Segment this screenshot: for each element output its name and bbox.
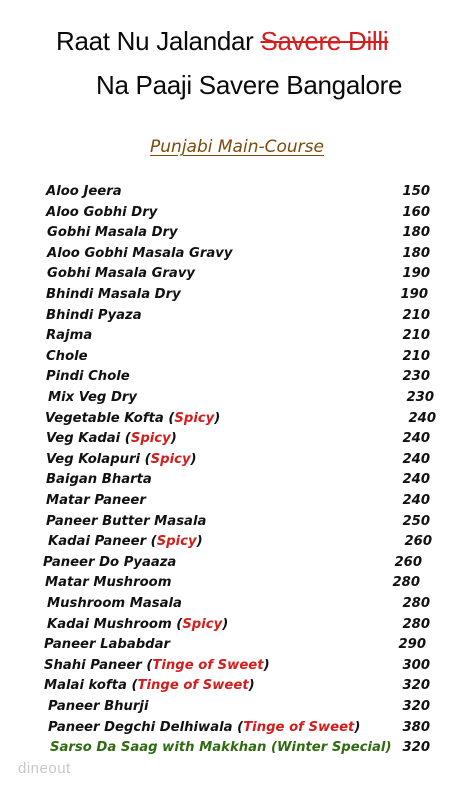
menu-item bbox=[0, 637, 474, 657]
menu-item-price: 280 bbox=[402, 596, 430, 611]
menu-item bbox=[0, 308, 474, 328]
header-line-1-text: Raat Nu Jalandar bbox=[56, 26, 261, 56]
menu-item-label: Shahi Paneer ( bbox=[44, 657, 153, 673]
header-strikethrough-text: Savere Dilli bbox=[260, 26, 389, 56]
menu-item-label: Paneer Butter Masala bbox=[46, 513, 207, 529]
menu-item-price: 210 bbox=[402, 328, 430, 344]
menu-item-price: 230 bbox=[406, 390, 434, 405]
menu-item-price: 320 bbox=[402, 740, 430, 756]
menu-item-name bbox=[46, 205, 157, 220]
menu-item bbox=[0, 678, 474, 698]
menu-item-price: 230 bbox=[402, 369, 430, 385]
menu-item-name bbox=[44, 658, 270, 673]
menu-item-label: Gobhi Masala Dry bbox=[47, 225, 178, 241]
menu-item-label: Bhindi Pyaza bbox=[46, 307, 142, 323]
menu-item-name bbox=[47, 225, 178, 240]
section-title: Punjabi Main-Course bbox=[150, 137, 324, 157]
menu-item-label: Veg Kadai ( bbox=[46, 431, 131, 447]
header-line-1 bbox=[56, 26, 474, 57]
menu-item-name bbox=[50, 740, 391, 755]
menu-item bbox=[0, 369, 474, 389]
menu-item bbox=[0, 452, 474, 472]
menu-item-price: 210 bbox=[402, 348, 430, 364]
menu-item bbox=[0, 740, 474, 760]
menu-item-name bbox=[46, 308, 142, 323]
menu-item-name bbox=[43, 555, 176, 570]
menu-item-price: 250 bbox=[402, 513, 430, 529]
menu-item-note-close: ) bbox=[190, 451, 197, 467]
menu-item-name bbox=[47, 617, 228, 632]
menu-item-note-close: ) bbox=[263, 657, 270, 673]
menu-item-name bbox=[46, 184, 122, 199]
menu-item-note-close: ) bbox=[214, 410, 221, 426]
menu-item-note-close: ) bbox=[385, 740, 392, 756]
menu-item-price: 280 bbox=[392, 575, 420, 591]
menu-item-name bbox=[44, 637, 170, 652]
dineout-watermark: dineout bbox=[18, 760, 71, 777]
menu-item-name bbox=[47, 266, 195, 281]
menu-item bbox=[0, 555, 474, 575]
menu-item-price: 380 bbox=[402, 719, 430, 735]
menu-item-name bbox=[48, 390, 137, 405]
menu-item-label: Paneer Bhurji bbox=[48, 699, 149, 714]
menu-item bbox=[0, 390, 474, 410]
menu-item-price: 320 bbox=[402, 699, 430, 714]
menu-item-price: 240 bbox=[402, 451, 430, 467]
menu-item-note-close: ) bbox=[354, 719, 361, 735]
menu-item-price: 210 bbox=[402, 307, 430, 323]
menu-item-price: 300 bbox=[402, 657, 430, 673]
menu-item bbox=[0, 246, 474, 266]
menu-item-name bbox=[46, 514, 206, 529]
menu-item-name bbox=[48, 534, 203, 549]
menu-item-price: 180 bbox=[402, 225, 430, 241]
menu-item-note: Tinge of Sweet bbox=[152, 657, 264, 673]
menu-item bbox=[0, 617, 474, 637]
menu-item-label: Veg Kolapuri ( bbox=[46, 451, 151, 467]
menu-item bbox=[0, 349, 474, 369]
menu-item-name bbox=[46, 287, 181, 302]
menu-item bbox=[0, 411, 474, 431]
menu-item bbox=[0, 493, 474, 513]
menu-item bbox=[0, 720, 474, 740]
menu-item-note-close: ) bbox=[222, 616, 229, 632]
menu-item-label: Chole bbox=[46, 348, 88, 364]
menu-item-price: 290 bbox=[398, 637, 426, 653]
menu-item bbox=[0, 184, 474, 204]
menu-item-price: 240 bbox=[408, 410, 436, 426]
menu-item-label: Aloo Gobhi Masala Gravy bbox=[47, 245, 233, 261]
menu-item-label: Bhindi Masala Dry bbox=[46, 287, 181, 302]
menu-item-name bbox=[45, 411, 220, 426]
menu-item bbox=[0, 699, 474, 719]
menu-item-label: Matar Mushroom bbox=[45, 575, 172, 591]
menu-item bbox=[0, 514, 474, 534]
menu-item-label: Paneer Degchi Delhiwala ( bbox=[48, 719, 244, 735]
menu-item-name bbox=[48, 699, 148, 714]
menu-item-note: Tinge of Sweet bbox=[243, 719, 355, 735]
menu-item bbox=[0, 225, 474, 245]
menu-item-name bbox=[46, 493, 146, 508]
menu-item-label: Paneer Lababdar bbox=[44, 637, 171, 653]
menu-item-label: Paneer Do Pyaaza bbox=[43, 554, 177, 570]
menu-item-name bbox=[46, 452, 197, 467]
menu-item-label: Aloo Gobhi Dry bbox=[46, 204, 158, 220]
menu-item bbox=[0, 658, 474, 678]
menu-item-name bbox=[46, 328, 92, 343]
menu-item-note: Tinge of Sweet bbox=[137, 678, 249, 694]
menu-item-price: 150 bbox=[402, 184, 430, 199]
menu-item-price: 180 bbox=[402, 245, 430, 261]
menu-item-price: 190 bbox=[402, 266, 430, 282]
menu-item bbox=[0, 431, 474, 451]
menu-item-price: 320 bbox=[402, 678, 430, 694]
menu-item-note-close: ) bbox=[248, 678, 255, 694]
menu-item-price: 260 bbox=[394, 554, 422, 570]
menu-item-price: 240 bbox=[402, 472, 430, 488]
menu-item-label: Baigan Bharta bbox=[46, 472, 152, 488]
menu-item-label: Malai kofta ( bbox=[44, 678, 138, 694]
menu-item-name bbox=[45, 575, 171, 590]
menu-item-note: Spicy bbox=[174, 410, 215, 426]
menu-item bbox=[0, 266, 474, 286]
menu-item-price: 240 bbox=[402, 493, 430, 508]
menu-item-note: Spicy bbox=[150, 451, 191, 467]
menu-item-note: Spicy bbox=[156, 534, 197, 550]
menu-item-label: Mushroom Masala bbox=[47, 596, 182, 611]
menu-item-label: Vegetable Kofta ( bbox=[45, 410, 175, 426]
header-line-2: Na Paaji Savere Bangalore bbox=[96, 70, 403, 100]
menu-item bbox=[0, 575, 474, 595]
menu-item-name bbox=[46, 472, 152, 487]
menu-item-label: Matar Paneer bbox=[46, 493, 146, 508]
menu-item-name bbox=[47, 596, 182, 611]
menu-item bbox=[0, 328, 474, 348]
menu-item-label: Gobhi Masala Gravy bbox=[47, 266, 196, 282]
menu-item bbox=[0, 596, 474, 616]
menu-item-note: Winter Special bbox=[277, 740, 386, 756]
menu-item-note: Spicy bbox=[130, 431, 171, 447]
menu-item-name bbox=[46, 431, 177, 446]
menu-item-price: 240 bbox=[402, 431, 430, 447]
menu-item-price: 190 bbox=[400, 287, 428, 302]
menu-item-note-close: ) bbox=[170, 431, 177, 447]
menu-item bbox=[0, 472, 474, 492]
menu-item-note-close: ) bbox=[196, 534, 203, 550]
menu-item-label: Sarso Da Saag with Makkhan ( bbox=[50, 740, 278, 756]
menu-item bbox=[0, 205, 474, 225]
menu-item-label: Aloo Jeera bbox=[46, 184, 122, 199]
menu-item-label: Rajma bbox=[46, 328, 93, 344]
menu-item-name bbox=[47, 246, 232, 261]
menu-item-note: Spicy bbox=[182, 616, 223, 632]
menu-item-name bbox=[46, 369, 130, 384]
menu-item bbox=[0, 534, 474, 554]
menu-item-name bbox=[44, 678, 255, 693]
menu-item bbox=[0, 287, 474, 307]
menu-item-label: Mix Veg Dry bbox=[48, 390, 138, 405]
menu-item-name bbox=[46, 349, 88, 364]
menu-item-price: 260 bbox=[404, 534, 432, 550]
menu-item-price: 280 bbox=[402, 616, 430, 632]
menu-item-price: 160 bbox=[402, 204, 430, 220]
menu-item-name bbox=[48, 720, 360, 735]
menu-item-label: Pindi Chole bbox=[46, 369, 130, 385]
menu-item-label: Kadai Mushroom ( bbox=[47, 616, 183, 632]
menu-item-label: Kadai Paneer ( bbox=[48, 534, 157, 550]
